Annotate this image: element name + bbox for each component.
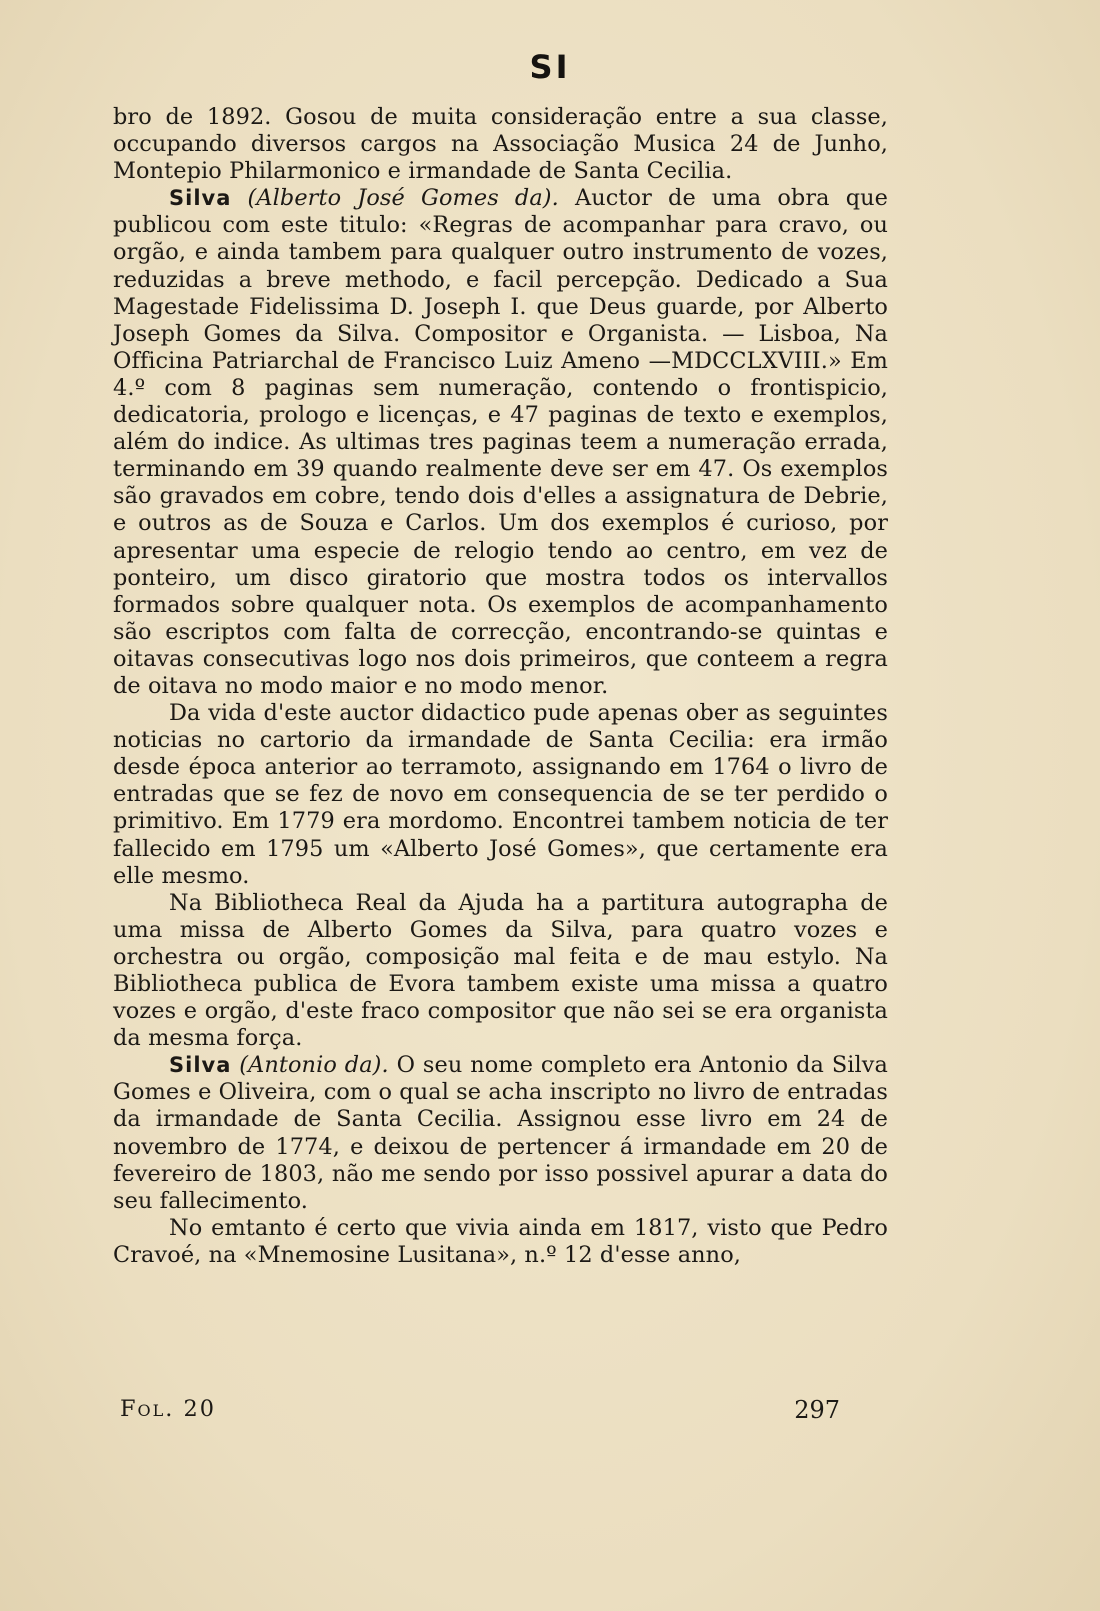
entry-antonio-da-silva — [113, 1052, 888, 1215]
paragraph-text: bro de 1892. Gosou de muita consideração entre a sua classe, occupando diversos cargos na Associação Musica 24 de Junho, Montepio Philarmonico e irmandade de Santa Cecilia. — [113, 104, 888, 185]
paragraph-text: O seu nome completo era Antonio da Silva Gomes e Oliveira, com o qual se acha inscripto no livro de entradas da irmandade de Santa Cecilia. Assignou esse livro em 24 de novembro de 1774, e deixou de pertencer á irmandade em 20 de fevereiro de 1803, não me sendo por isso possivel apurar a data do seu fallecimento. — [113, 1052, 888, 1214]
paragraph-text: Da vida d'este auctor didactico pude apenas ober as seguintes noticias no cartorio da irmandade de Santa Cecilia: era irmão desde época anterior ao terramoto, assignando em 1764 o livro de entradas que se fez de novo em consequencia de se ter perdido o primitivo. Em 1779 era mordomo. Encontrei tambem noticia de ter fallecido em 1795 um «Alberto José Gomes», que certamente era elle mesmo. — [113, 700, 888, 889]
paragraph-text: Auctor de uma obra que publicou com este titulo: «Regras de acompanhar para cravo, ou orgão, e ainda tambem para qualquer outro instrumento de vozes, reduzidas a breve methodo, e facil percepção. Dedicado a Sua Magestade Fidelissima D. Joseph I. que Deus guarde, por Alberto Joseph Gomes da Silva. Compositor e Organista. — Lisboa, Na Officina Patriarchal de Francisco Luiz Ameno —MDCCLXVIII.» Em 4.º com 8 paginas sem numeração, contendo o frontispicio, dedicatoria, prologo e licenças, e 47 paginas de texto e exemplos, além do indice. As ultimas tres paginas teem a numeração errada, terminando em 39 quando realmente deve ser em 47. Os exemplos são gravados em cobre, tendo dois d'elles a assignatura de Debrie, e outros as de Souza e Carlos. Um dos exemplos é curioso, por apresentar uma especie de relogio tendo ao centro, em vez de ponteiro, um disco giratorio que mostra todos os intervallos formados sobre qualquer nota. Os exemplos de acompanhamento são escriptos com falta de correcção, encontrando-se quintas e oitavas consecutivas logo nos dois primeiros, que conteem a regra de oitava no modo maior e no modo menor. — [113, 185, 889, 699]
paragraph — [113, 700, 888, 890]
paragraph-text: No emtanto é certo que vivia ainda em 1817, visto que Pedro Cravoé, na «Mnemosine Lusitana», n.º 12 d'esse anno, — [113, 1214, 888, 1268]
paragraph — [113, 1215, 888, 1269]
paragraph-text: Na Bibliotheca Real da Ajuda ha a partitura autographa de uma missa de Alberto Gomes da Silva, para quatro vozes e orchestra ou orgão, composição mal feita e de mau estylo. Na Bibliotheca publica de Evora tambem existe uma missa a quatro vozes e orgão, d'este fraco compositor que não sei se era organista da mesma força. — [113, 889, 888, 1052]
paragraph-continuation — [113, 104, 888, 185]
entry-headword: Silva — [169, 186, 232, 211]
signature-mark: Fol. 20 — [120, 1396, 217, 1422]
paragraph — [113, 890, 888, 1053]
entry-qualifier: (Antonio da). — [239, 1052, 389, 1079]
body-text — [113, 104, 888, 1269]
running-header: SI — [529, 48, 571, 86]
entry-qualifier: (Alberto José Gomes da). — [247, 185, 559, 212]
page-number: 297 — [794, 1396, 840, 1424]
entry-headword: Silva — [169, 1053, 232, 1078]
entry-alberto-jose-gomes-da-silva — [113, 185, 888, 700]
